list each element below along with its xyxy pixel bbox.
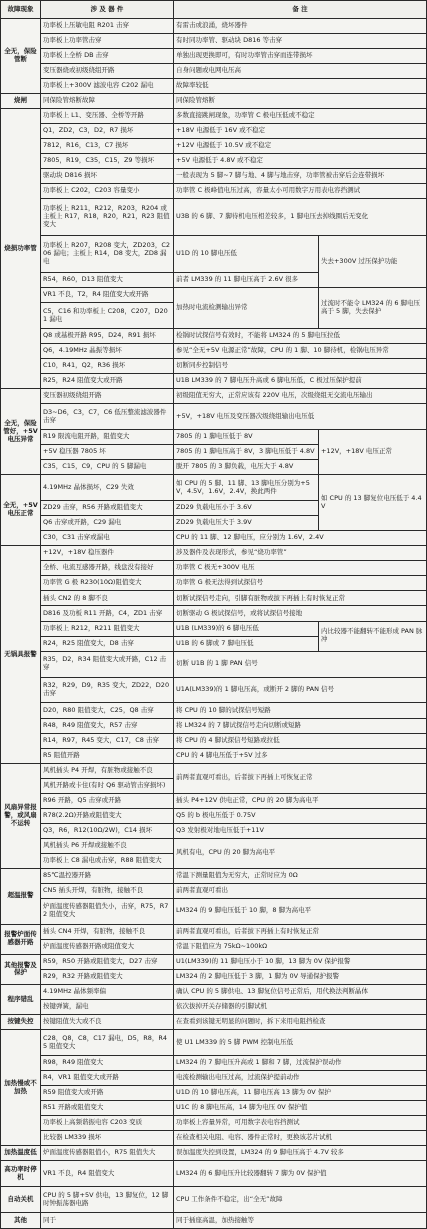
parts-cell: ZD29 击穿，R56 开路或阻值变大 [41, 501, 174, 516]
table-row [1, 124, 427, 139]
parts-cell: R35，D2，R34 阻值变大或开路，C12 击穿 [41, 651, 174, 677]
notes-cell: 切断驱动 G 极试探信号，或将试探信号接地 [174, 606, 427, 621]
table-row [1, 359, 427, 374]
parts-cell: C10，R41，Q2，R36 损坏 [41, 359, 174, 374]
table-row [1, 79, 427, 94]
table-row [1, 19, 427, 34]
notes-cell: 自身问题或电网电压高 [174, 64, 427, 79]
table-row [1, 1000, 427, 1015]
parts-cell: 功率管 G 极 R230(10Ω)阻值变大 [41, 576, 174, 591]
notes-cell: LM324 的 2 脚电压低于 3 脚，1 脚为 0V 导通保护报警 [174, 969, 427, 984]
parts-cell: +12V，+18V 稳压器件 [41, 546, 174, 561]
notes-cell: 误加温度失控到设置，LM324 的 9 脚电压高于 4.7V 较多 [174, 1146, 427, 1161]
table-row [1, 748, 427, 763]
table-row [1, 34, 427, 49]
parts-cell: Q3，R6，R12(10Ω/2W)，C14 损坏 [41, 823, 174, 838]
notes-cell: U1B (LM339)的 6 脚电压低 [174, 621, 319, 636]
parts-cell: R19 限流电阻开路，阻值变大 [41, 430, 174, 445]
notes-cell: U1B 的 6 脚或 7 脚电压低 [174, 636, 319, 651]
side-note-cell: 如 CPU 的 13 脚复位电压低于 4.4V [318, 475, 426, 531]
parts-cell: 按键弹簧，漏电 [41, 1000, 174, 1015]
table-row [1, 184, 427, 199]
parts-cell: 功率板上 C8 漏电或击穿，R88 阻值变大 [41, 853, 174, 868]
notes-cell: 常温下阻值应为 75kΩ~100kΩ [174, 939, 427, 954]
parts-cell: R96 开路，Q5 击穿或开路 [41, 793, 174, 808]
table-row [1, 677, 427, 703]
parts-cell: 插头 CN4 开焊，有脏物，接触不良 [41, 924, 174, 939]
symptom-cell: 其他报警及保护 [1, 954, 41, 984]
table-row [1, 389, 427, 404]
parts-cell: 功率板上 R212，R211 阻值变大 [41, 621, 174, 636]
notes-cell: U1(LM339)的 11 脚电压小于 10 脚，13 脚为 0V 保护报警 [174, 954, 427, 969]
header-parts: 涉 及 器 件 [41, 1, 174, 19]
notes-cell: 前者 LM339 的 11 脚电压高于 2.6V 很多 [174, 273, 319, 288]
symptom-cell: 全无，保险管好，+5V 电压异常 [1, 389, 41, 475]
notes-cell: U1D 的 10 脚电压高，11 脚电压高 13 脚为 0V 保护 [174, 1086, 427, 1101]
table-row [1, 561, 427, 576]
notes-cell: 有雷击或浪涌，烧坏器件 [174, 19, 427, 34]
parts-cell: 比较器 LM339 损坏 [41, 1131, 174, 1146]
parts-cell: +5V 稳压器 7805 坏 [41, 445, 174, 460]
notes-cell: 依次拔掉开关存储器的引脚试机 [174, 1000, 427, 1015]
parts-cell: Q8 或基极开路 R95，D24，R91 损坏 [41, 329, 174, 344]
parts-cell: 炉面温度传感器阻值小，R75 阻值失大 [41, 1146, 174, 1161]
notes-cell: 在查看到该键无明显的问题时，拆下来用电阻挡检查 [174, 1015, 427, 1030]
table-row [1, 898, 427, 924]
notes-cell: LM324 的 7 脚电压升高或 1 脚和 7 脚，过流保护误动作 [174, 1056, 427, 1071]
side-note-cell: 内比较器不能翻转不能形成 PAN 脉冲 [318, 621, 426, 651]
notes-cell: 涉及器件及表现形式，参见“烧功率管” [174, 546, 427, 561]
notes-cell: 将 CPU 的 10 脚的试探信号短路 [174, 703, 427, 718]
table-row [1, 1146, 427, 1161]
notes-cell: +5V，+18V 电压及变压器次级绕组输出电压低 [174, 404, 427, 430]
parts-cell: 85℃温控器开路 [41, 868, 174, 883]
table-row [1, 1030, 427, 1056]
notes-cell: 多数直接跳闸现象，功率管 C 极电压低或不稳定 [174, 109, 427, 124]
notes-cell: 同保险管熔断 [174, 94, 427, 109]
symptom-cell: 其他 [1, 1213, 41, 1229]
table-body [1, 19, 427, 1229]
table-row [1, 1086, 427, 1101]
parts-cell: CN5 插头开焊，有脏物，接触不良 [41, 883, 174, 898]
symptom-cell: 烧闸 [1, 94, 41, 109]
notes-cell: 7805 的 1 脚电压低于 8V [174, 430, 319, 445]
table-row [1, 763, 427, 778]
notes-cell: LM324 的 9 脚电压低于 10 脚，8 脚为高电平 [174, 898, 427, 924]
parts-cell: 全桥、电流互感器开路，线盘没有接好 [41, 561, 174, 576]
parts-cell: R14，R97，R45 变大，C17，C8 击穿 [41, 733, 174, 748]
header-symptom: 故障现象 [1, 1, 41, 19]
parts-cell: R4，VR1 阻值变大或开路 [41, 1071, 174, 1086]
notes-cell: 插头 P4+12V 供电正常，CPU 的 20 脚为高电平 [174, 793, 427, 808]
table-row [1, 1131, 427, 1146]
table-row [1, 621, 427, 636]
notes-cell: U3B 的 6 脚、7 脚待机电压相差较多，1 脚电压去掉线圈后无变化 [174, 199, 427, 236]
notes-cell: CPU 工作条件不稳定，出“全无”故障 [174, 1187, 427, 1213]
table-row [1, 939, 427, 954]
side-note-cell: 过流时不能令 LM324 的 6 脚电压高于 5 脚，失去保护 [318, 288, 426, 329]
parts-cell: 功率板上功率管击穿 [41, 34, 174, 49]
table-row [1, 199, 427, 236]
parts-cell: 7805，R19，C35，C15，Z9 等损坏 [41, 154, 174, 169]
parts-cell: 功率板上 R207，R208 变大，ZD203，C206 漏电；主板上 R14，D8 变大，ZD8 漏电 [41, 236, 174, 273]
parts-cell: R98，R49 阻值变大 [41, 1056, 174, 1071]
notes-cell: 切断试探信号走向，引脚有脏物或拔下再插上有时恢复正常 [174, 591, 427, 606]
table-header-row [1, 1, 427, 19]
symptom-cell: 全无，保险管断 [1, 19, 41, 94]
parts-cell: 7812，R16，C13，C7 损坏 [41, 139, 174, 154]
table-row [1, 1213, 427, 1229]
notes-cell: 7805 的 1 脚电压高于 8V，3 脚电压低于 4.8V [174, 445, 319, 460]
notes-cell: 功率管 C 极无+300V 电压 [174, 561, 427, 576]
notes-cell: ZD29 负载电压大于 3.9V [174, 516, 319, 531]
notes-cell: 同于插座高温，加热接触等 [174, 1213, 427, 1229]
symptom-cell: 自动关机 [1, 1187, 41, 1213]
notes-cell: U1C 的 8 脚电压高，14 脚为电压 0V 保护值 [174, 1101, 427, 1116]
notes-cell: 加热时电流检测输出异常 [174, 288, 319, 329]
notes-cell: 有时同功率管、驱动块 D816 等击穿 [174, 34, 427, 49]
parts-cell: R5 阻值开路 [41, 748, 174, 763]
notes-cell: 前两者直观可看出，后者拔下再插上可恢复正常 [174, 763, 427, 793]
table-row [1, 430, 427, 445]
notes-cell: Q5 的 b 极电压低于 0.75V [174, 808, 427, 823]
parts-cell: R51 开路或阻值变大 [41, 1101, 174, 1116]
table-row [1, 49, 427, 64]
table-row [1, 1015, 427, 1030]
notes-cell: 电流检测输出电压过高，过流保护提前动作 [174, 1071, 427, 1086]
table-row [1, 883, 427, 898]
notes-cell: +5V 电源低于 4.8V 或不稳定 [174, 154, 427, 169]
table-row [1, 64, 427, 79]
parts-cell: Q6 击穿或开路，C29 漏电 [41, 516, 174, 531]
table-row [1, 838, 427, 853]
parts-cell: C35，C15，C9，CPU 的 5 脚漏电 [41, 460, 174, 475]
notes-cell: 风机有电，CPU 的 20 脚为高电平 [174, 838, 427, 868]
parts-cell: R25，R24 阻值变大或开路 [41, 374, 174, 389]
notes-cell: CPU 的 11 脚、12 脚电压，应分别为 1.6V，2.4V [174, 531, 427, 546]
parts-cell: 驱动块 D816 损坏 [41, 169, 174, 184]
parts-cell: 4.19MHz 晶体损坏，C29 失效 [41, 475, 174, 501]
parts-cell: R32，R29，D9，R35 变大，ZD22，D20 击穿 [41, 677, 174, 703]
notes-cell: ZD29 负载电压小于 3.6V [174, 501, 319, 516]
table-row [1, 344, 427, 359]
parts-cell: 4.19MHz 晶体频率偏 [41, 984, 174, 999]
parts-cell: VR1 不良，T2，R4 阻值变大或开路 [41, 288, 174, 303]
table-row [1, 169, 427, 184]
table-row [1, 954, 427, 969]
notes-cell: 检锅时试探信号有效时，不能将 LM324 的 5 脚电压拉低 [174, 329, 427, 344]
table-row [1, 236, 427, 273]
table-row [1, 793, 427, 808]
table-row [1, 718, 427, 733]
parts-cell: 功率板上 C202，C203 容量变小 [41, 184, 174, 199]
table-row [1, 703, 427, 718]
table-row [1, 1116, 427, 1131]
parts-cell: R78(2.2Ω)开路或阻值变大 [41, 808, 174, 823]
notes-cell: 参见“全无+5V 电源正常”故障，CPU 的 1 脚、10 脚待机，检锅电压异常 [174, 344, 427, 359]
parts-cell: 变压器初级绕组开路 [41, 389, 174, 404]
parts-cell: CPU 的 5 脚+5V 供电，13 脚复位，12 脚时钟振荡器电路 [41, 1187, 174, 1213]
symptom-cell: 程序错乱 [1, 984, 41, 1014]
parts-cell: Q1，ZD2，C3，D2，R7 损坏 [41, 124, 174, 139]
parts-cell: 功率板上 L1、变压器、全桥等开路 [41, 109, 174, 124]
parts-cell: D3~D6，C3，C7，C6 低压整流滤波器件击穿 [41, 404, 174, 430]
table-row [1, 606, 427, 621]
parts-cell: 功率板上压敏电阻 R201 击穿 [41, 19, 174, 34]
notes-cell: Q3 发射极对地电压低于+11V [174, 823, 427, 838]
notes-cell: 前两者直观可看出，后者拔下再插上有时恢复正常 [174, 924, 427, 939]
parts-cell: 功率板上+300V 滤波电容 C202 漏电 [41, 79, 174, 94]
symptom-cell: 无锅具报警 [1, 546, 41, 763]
parts-cell: D20，R80 阻值变大，C25，Q8 击穿 [41, 703, 174, 718]
notes-cell: 如 CPU 的 5 脚、11 脚、13 脚电压分别为+5V，4.5V，1.6V，2.4V，换此两件 [174, 475, 319, 501]
table-row [1, 546, 427, 561]
parts-cell: R59，R50 开路或阻值变大，D27 击穿 [41, 954, 174, 969]
parts-cell: R48，R49 阻值变大，R57 击穿 [41, 718, 174, 733]
parts-cell: 炉面温度传感器开路或阻值变大 [41, 939, 174, 954]
symptom-cell: 高功率时停机 [1, 1161, 41, 1187]
notes-cell: 切断 U1B 的 1 脚 PAN 信号 [174, 651, 427, 677]
notes-cell: 确认 CPU 的 5 脚供电、13 脚复位信号正常后，用代换法判断晶体 [174, 984, 427, 999]
parts-cell: R59 阻值变大或开路 [41, 1086, 174, 1101]
parts-cell: VR1 不良，R4 阻值变大 [41, 1161, 174, 1187]
parts-cell: 风机开路或卡住(有时 Q6 驱动管击穿损坏) [41, 778, 174, 793]
notes-cell: LM324 的 6 脚电压升比较器翻转 7 脚为 0V 保护值 [174, 1161, 427, 1187]
parts-cell: R54，R60，D13 阻值变大 [41, 273, 174, 288]
table-row [1, 475, 427, 501]
table-row [1, 823, 427, 838]
parts-cell: C28，Q8，C8，C17 漏电，D5，R8，R45 阻值变大 [41, 1030, 174, 1056]
parts-cell: 风机插头 P6 开焊或接触不良 [41, 838, 174, 853]
table-row [1, 94, 427, 109]
table-row [1, 924, 427, 939]
notes-cell: 功率管 G 极无法得到试探信号 [174, 576, 427, 591]
notes-cell: U1D 的 10 脚电压低 [174, 236, 319, 273]
parts-cell: C30，C31 击穿或漏电 [41, 531, 174, 546]
table-row [1, 984, 427, 999]
notes-cell: 切断同步控制信号 [174, 359, 427, 374]
parts-cell: 同于 [41, 1213, 174, 1229]
table-row [1, 591, 427, 606]
parts-cell: 变压器烧或初级绕组开路 [41, 64, 174, 79]
parts-cell: D816 及功板 R11 开路，C4，ZD1 击穿 [41, 606, 174, 621]
table-row [1, 1071, 427, 1086]
table-row [1, 139, 427, 154]
notes-cell: +18V 电源低于 16V 或不稳定 [174, 124, 427, 139]
notes-cell: 初级阻值无穷大，正常应该有 220V 电压，次级绕组无交流电压输出 [174, 389, 427, 404]
header-notes: 备 注 [174, 1, 427, 19]
notes-cell: 脱开 7805 的 3 脚负载，电压大于 4.8V [174, 460, 319, 475]
parts-cell: 功率板上全桥 DB 击穿 [41, 49, 174, 64]
notes-cell: 在检查相关电阻、电容、器件正常时，更换该芯片试机 [174, 1131, 427, 1146]
parts-cell: R24，R25 阻值变大，D8 击穿 [41, 636, 174, 651]
table-row [1, 1101, 427, 1116]
symptom-cell: 烧损功率管 [1, 109, 41, 389]
symptom-cell: 加热温度低 [1, 1146, 41, 1161]
table-row [1, 969, 427, 984]
table-row [1, 576, 427, 591]
notes-cell: U1B LM339 的 7 脚电压升高或 6 脚电压低，C 极过压保护提前 [174, 374, 427, 389]
table-row [1, 109, 427, 124]
table-row [1, 531, 427, 546]
notes-cell: 常温下测量阻值为无穷大，正常时应为 0Ω [174, 868, 427, 883]
notes-cell: 前两者直观可看出 [174, 883, 427, 898]
table-row [1, 404, 427, 430]
notes-cell: 将 CPU 的 4 脚试探信号短路或拉低 [174, 733, 427, 748]
parts-cell: R29，R32 开路或阻值变大 [41, 969, 174, 984]
notes-cell: 将 LM324 的 7 脚试探信号走向切断或短路 [174, 718, 427, 733]
parts-cell: C5，C16 和功率板上 C208，C207，D201 漏电 [41, 303, 174, 329]
symptom-cell: 按键失控 [1, 1015, 41, 1030]
symptom-cell: 风扇异常报警，或风扇不运转 [1, 763, 41, 868]
notes-cell: U1A(LM339)的 1 脚电压高，或断开 2 脚的 PAN 信号 [174, 677, 427, 703]
table-row [1, 374, 427, 389]
parts-cell: 炉面温度传感器阻值失小，击穿，R75，R72 阻值变大 [41, 898, 174, 924]
table-row [1, 808, 427, 823]
parts-cell: 功率板上 R211，R212，R203，R204 或主板上 R17，R18，R20，R21，R23 阻值变大 [41, 199, 174, 236]
table-row [1, 651, 427, 677]
notes-cell: 一般表现为 5 脚~7 脚与地、4 脚与地击穿，功率管被击穿后会连带损坏 [174, 169, 427, 184]
notes-cell: 功率板上容量异常，可用数字表电容挡测试 [174, 1116, 427, 1131]
table-row [1, 1187, 427, 1213]
parts-cell: 同保险管熔断故障 [41, 94, 174, 109]
notes-cell: 单独出现更换即可，有时功率管击穿而连带损坏 [174, 49, 427, 64]
notes-cell: 功率管 C 极峰值电压过高，容量太小可用数字万用表电容挡测试 [174, 184, 427, 199]
symptom-cell: 报警炉面传感器开路 [1, 924, 41, 954]
side-note-cell: 失去+300V 过压保护功能 [318, 236, 426, 288]
symptom-cell: 加热慢或不加热 [1, 1030, 41, 1146]
symptom-cell: 超温报警 [1, 868, 41, 924]
parts-cell: 插头 CN2 的 8 脚不良 [41, 591, 174, 606]
table-row [1, 154, 427, 169]
notes-cell: +12V 电源低于 10.5V 或不稳定 [174, 139, 427, 154]
table-row [1, 868, 427, 883]
parts-cell: 功率板上高频谐振电容 C203 变质 [41, 1116, 174, 1131]
parts-cell: 按键阻值失大或不良 [41, 1015, 174, 1030]
table-row [1, 1056, 427, 1071]
parts-cell: 风机插头 P4 开焊，有脏物或接触不良 [41, 763, 174, 778]
parts-cell: Q6，4.19MHz 晶振等损坏 [41, 344, 174, 359]
notes-cell: 故障率较低 [174, 79, 427, 94]
table-row [1, 1161, 427, 1187]
table-row [1, 329, 427, 344]
symptom-cell: 全无，+5V 电压正常 [1, 475, 41, 546]
side-note-cell: +12V，+18V 电压正常 [318, 430, 426, 475]
notes-cell: 使 U1 LM339 的 5 脚 PWM 控制电压低 [174, 1030, 427, 1056]
table-row [1, 288, 427, 303]
notes-cell: CPU 的 4 脚电压低于+5V 过多 [174, 748, 427, 763]
table-row [1, 733, 427, 748]
